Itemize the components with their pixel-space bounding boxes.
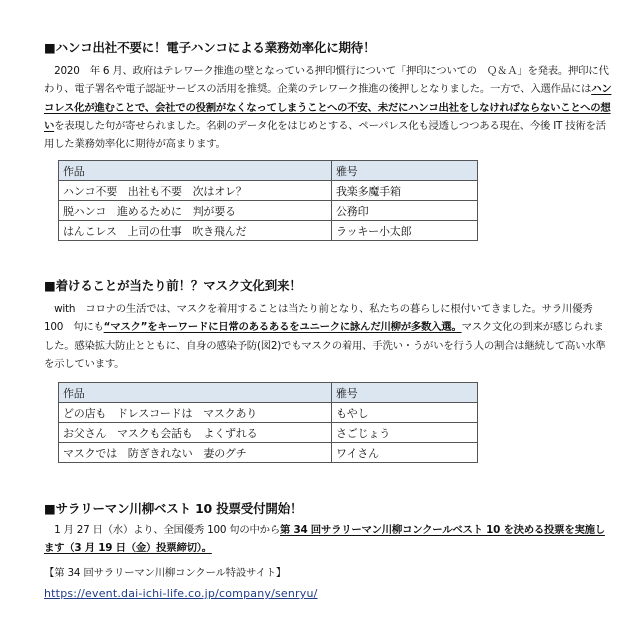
- table-row: [59, 443, 478, 463]
- section-heading-vote: ■サラリーマン川柳ベスト 10 投票受付開始！: [44, 501, 303, 516]
- cell-penname: ワイさん: [332, 443, 478, 463]
- site-label: 【第 34 回サラリーマン川柳コンクール特設サイト】: [44, 567, 287, 579]
- para-text: マスク文化の到来が感じられました。感染拡大防止とともに、自身の感染予防(図2)でもマスクの着用、手洗い・うがいを行う人の割合は継続して高い水準を示しています。: [44, 321, 606, 370]
- column-header-work: 作品: [59, 161, 332, 181]
- section-paragraph-vote: [44, 521, 612, 558]
- column-header-penname: 雅号: [332, 161, 478, 181]
- table-header-row: [59, 161, 478, 181]
- cell-penname: 我楽多魔手箱: [332, 181, 478, 201]
- cell-penname: もやし: [332, 403, 478, 423]
- cell-penname: さごじょう: [332, 423, 478, 443]
- para-text: 1 月 27 日（水）より、全国優秀 100 句の中から: [44, 524, 280, 536]
- table-row: [59, 423, 478, 443]
- senryu-table-mask: [58, 382, 478, 463]
- section-paragraph-hanko: [44, 62, 612, 153]
- para-emphasis: “マスク”をキーワードに日常のあるあるをユニークに詠んだ川柳が多数入選。: [103, 321, 462, 334]
- para-text: 2020 年 6 月、政府はテレワーク推進の壁となっている押印慣行について「押印についての Ｑ＆Ａ」を発表。押印に代わり、電子署名や電子認証サービスの活用を推奨。企業のテレワーク推進の後押しとなりました。一方で、入選作品には: [44, 65, 609, 96]
- cell-work: ハンコ不要 出社も不要 次はオレ？: [59, 181, 332, 201]
- site-link[interactable]: https://event.dai-ichi-life.co.jp/company/senryu/: [44, 587, 318, 600]
- section-heading-hanko: ■ハンコ出社不要に！電子ハンコによる業務効率化に期待！: [44, 40, 376, 55]
- cell-work: 脱ハンコ 進めるために 判が要る: [59, 201, 332, 221]
- column-header-penname: 雅号: [332, 383, 478, 403]
- cell-work: お父さん マスクも会話も よくずれる: [59, 423, 332, 443]
- table-row: [59, 181, 478, 201]
- cell-work: どの店も ドレスコードは マスクあり: [59, 403, 332, 423]
- para-emphasis: 第 34 回サラリーマン川柳コンクールベスト 10 を決める投票を実施します（3 月 19 日（金）投票締切）。: [44, 524, 605, 555]
- para-emphasis: ハンコレス化が進むことで、会社での役割がなくなってしまうことへの不安、未だにハンコ出社をしなければならないことへの想い: [44, 83, 612, 132]
- senryu-table-hanko: [58, 160, 478, 241]
- table-row: [59, 201, 478, 221]
- cell-work: マスクでは 防ぎきれない 妻のグチ: [59, 443, 332, 463]
- section-heading-mask: ■着けることが当たり前！？マスク文化到来！: [44, 278, 302, 293]
- para-text: を表現した句が寄せられました。名刺のデータ化をはじめとする、ペーパレス化も浸透しつつある現在、今後 IT 技術を活用した業務効率化に期待が高まります。: [44, 119, 606, 151]
- section-paragraph-mask: [44, 300, 612, 373]
- cell-work: はんこレス 上司の仕事 吹き飛んだ: [59, 221, 332, 241]
- table-header-row: [59, 383, 478, 403]
- column-header-work: 作品: [59, 383, 332, 403]
- table-row: [59, 221, 478, 241]
- cell-penname: 公務印: [332, 201, 478, 221]
- cell-penname: ラッキー小太郎: [332, 221, 478, 241]
- table-row: [59, 403, 478, 423]
- para-text: with コロナの生活では、マスクを着用することは当たり前となり、私たちの暮らしに根付いてきました。サラ川優秀 100 句にも: [44, 303, 593, 334]
